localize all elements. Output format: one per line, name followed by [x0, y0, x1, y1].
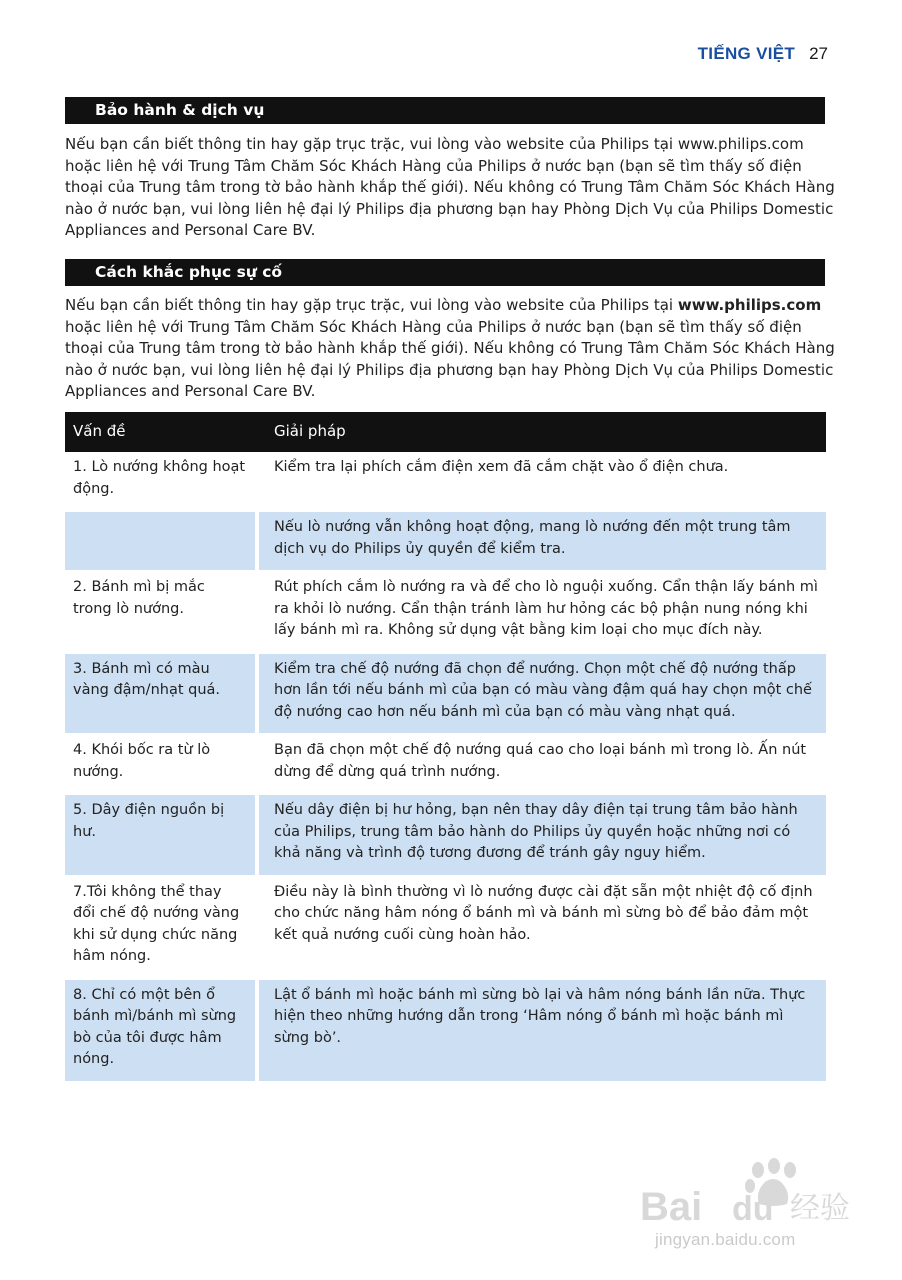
warranty-section-title: Bảo hành & dịch vụ — [65, 97, 825, 124]
table-row — [65, 512, 826, 572]
solution-cell: Nếu dây điện bị hư hỏng, bạn nên thay dây điện tại trung tâm bảo hành của Philips, trung tâm bảo hành do Philips ủy quyền hoặc những nơi có khả năng và trình độ tương đương để tránh gây nguy hiểm. — [259, 795, 826, 877]
paragraph-text-start: Nếu bạn cần biết thông tin hay gặp trục trặc, vui lòng vào website của Philips tại — [65, 296, 678, 314]
paragraph-text-end: hoặc liên hệ với Trung Tâm Chăm Sóc Khách Hàng của Philips ở nước bạn (bạn sẽ tìm thấy số điện thoại của Trung tâm trong tờ bảo hành khắp thế giới). Nếu không có Trung Tâm Chăm Sóc Khách Hàng nào ở nước bạn, vui lòng liên hệ đại lý Philips địa phương bạn hay Phòng Dịch Vụ của Philips Domestic Appliances and Personal Care BV. — [65, 317, 835, 400]
problem-cell: 2. Bánh mì bị mắc trong lò nướng. — [65, 572, 259, 654]
baidu-paw-logo-icon — [640, 1158, 860, 1228]
problem-cell — [65, 512, 259, 572]
language-title: TIẾNG VIỆT — [697, 44, 796, 63]
warranty-paragraph: Nếu bạn cần biết thông tin hay gặp trục trặc, vui lòng vào website của Philips tại www.philips.com hoặc liên hệ với Trung Tâm Chăm Sóc Khách Hàng của Philips ở nước bạn (bạn sẽ tìm thấy số điện thoại của Trung tâm trong tờ bảo hành khắp thế giới). Nếu không có Trung Tâm Chăm Sóc Khách Hàng nào ở nước bạn, vui lòng liên hệ đại lý Philips địa phương bạn hay Phòng Dịch Vụ của Philips Domestic Appliances and Personal Care BV. — [65, 135, 835, 239]
column-header-solution: Giải pháp — [259, 412, 826, 452]
svg-text:经验: 经验 — [790, 1191, 850, 1226]
troubleshooting-table — [65, 412, 826, 1083]
table-row — [65, 735, 826, 795]
troubleshooting-paragraph — [65, 295, 835, 403]
table-row — [65, 795, 826, 877]
philips-website-link[interactable]: www.philips.com — [677, 296, 822, 314]
table-row — [65, 572, 826, 654]
solution-cell: Kiểm tra lại phích cắm điện xem đã cắm chặt vào ổ điện chưa. — [259, 452, 826, 512]
solution-cell: Lật ổ bánh mì hoặc bánh mì sừng bò lại và hâm nóng bánh lần nữa. Thực hiện theo những hướng dẫn trong ‘Hâm nóng ổ bánh mì hoặc bánh mì sừng bò’. — [259, 980, 826, 1083]
baidu-watermark — [640, 1150, 860, 1260]
problem-cell: 3. Bánh mì có màu vàng đậm/nhạt quá. — [65, 654, 259, 736]
solution-cell: Bạn đã chọn một chế độ nướng quá cao cho loại bánh mì trong lò. Ấn nút dừng để dừng quá trình nướng. — [259, 735, 826, 795]
problem-cell: 1. Lò nướng không hoạt động. — [65, 452, 259, 512]
svg-text:Bai: Bai — [640, 1185, 703, 1228]
table-row — [65, 980, 826, 1083]
watermark-url: jingyan.baidu.com — [655, 1230, 796, 1249]
troubleshooting-section-title: Cách khắc phục sự cố — [65, 259, 825, 286]
svg-text:du: du — [732, 1190, 774, 1228]
solution-cell: Nếu lò nướng vẫn không hoạt động, mang lò nướng đến một trung tâm dịch vụ do Philips ủy quyền để kiểm tra. — [259, 512, 826, 572]
problem-cell: 8. Chỉ có một bên ổ bánh mì/bánh mì sừng bò của tôi được hâm nóng. — [65, 980, 259, 1083]
column-header-problem: Vấn đề — [65, 412, 259, 452]
table-row — [65, 654, 826, 736]
table-header-row — [65, 412, 826, 452]
table-row — [65, 452, 826, 512]
problem-cell: 5. Dây điện nguồn bị hư. — [65, 795, 259, 877]
page-number: 27 — [809, 44, 828, 63]
solution-cell: Điều này là bình thường vì lò nướng được cài đặt sẵn một nhiệt độ cố định cho chức năng hâm nóng ổ bánh mì và bánh mì sừng bò để bảo đảm một kết quả nướng cuối cùng hoàn hảo. — [259, 877, 826, 980]
page-header — [698, 44, 828, 64]
problem-cell: 4. Khói bốc ra từ lò nướng. — [65, 735, 259, 795]
solution-cell: Rút phích cắm lò nướng ra và để cho lò nguội xuống. Cẩn thận lấy bánh mì ra khỏi lò nướng. Cẩn thận tránh làm hư hỏng các bộ phận nung nóng khi lấy bánh mì ra. Không sử dụng vật bằng kim loại cho mục đích này. — [259, 572, 826, 654]
solution-cell: Kiểm tra chế độ nướng đã chọn để nướng. Chọn một chế độ nướng thấp hơn lần tới nếu bánh mì của bạn có màu vàng đậm quá hay chọn một chế độ nướng cao hơn nếu bánh mì của bạn có màu vàng nhạt quá. — [259, 654, 826, 736]
problem-cell: 7.Tôi không thể thay đổi chế độ nướng vàng khi sử dụng chức năng hâm nóng. — [65, 877, 259, 980]
table-row — [65, 877, 826, 980]
